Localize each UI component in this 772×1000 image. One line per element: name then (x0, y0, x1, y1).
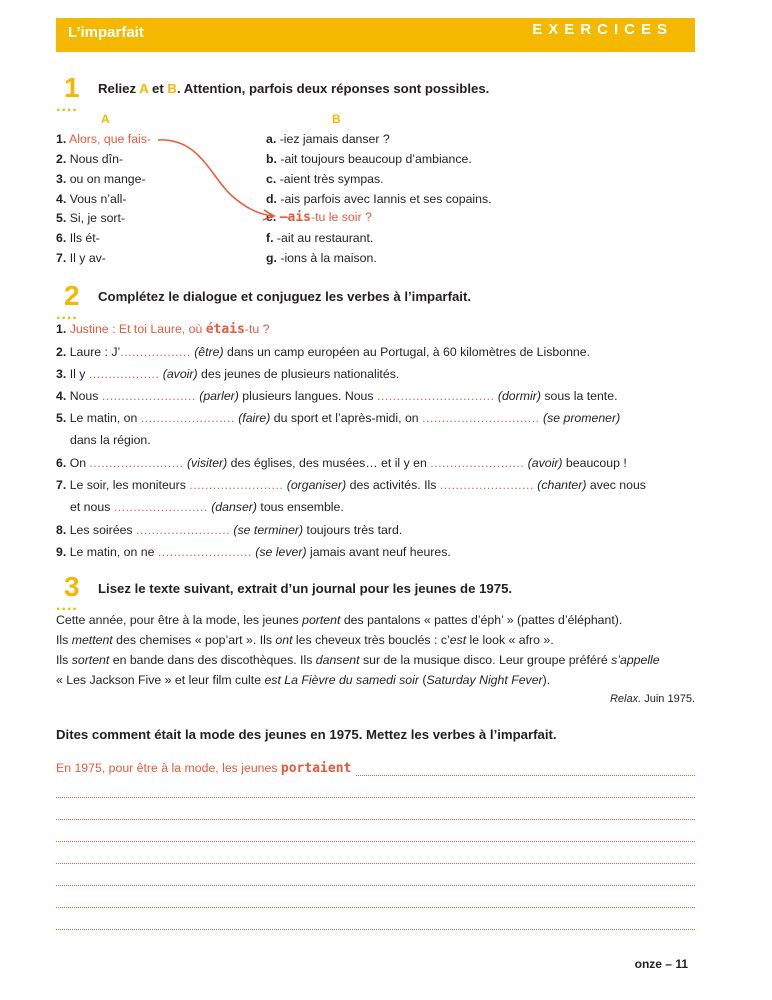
page-number: onze – 11 (634, 957, 688, 971)
right-item-b: b. -ait toujours beaucoup d’ambiance. (266, 152, 472, 166)
dialogue-line-3: 3. Il y .................. (avoir) des jeunes de plusieurs nationalités. (56, 367, 400, 381)
exercise-3-number: 3 .... (56, 571, 80, 614)
dialogue-line-2: 2. Laure : J’.................. (être) dans un camp européen au Portugal, à 60 kilomètres de Lisbonne. (56, 345, 591, 359)
reading-line-4: « Les Jackson Five » et leur film culte est La Fièvre du samedi soir (Saturday Night Fever). (56, 673, 551, 687)
dialogue-line-7: 7. Le soir, les moniteurs ........................ (organiser) des activités. Ils ........................ (chanter) avec nous (56, 478, 646, 492)
dialogue-line-6: 6. On ........................ (visiter) des églises, des musées… et il y en ........................ (avoir) beaucoup ! (56, 456, 627, 470)
right-item-e: e. –ais-tu le soir ? (266, 210, 372, 225)
reading-line-2: Ils mettent des chemises « pop’art ». Ils ont les cheveux très bouclés : c’est le look « afro ». (56, 633, 554, 647)
left-item-6: 6. Ils ét- (56, 231, 100, 245)
left-item-7: 7. Il y av- (56, 251, 106, 265)
chapter-title: L’imparfait (68, 24, 144, 41)
right-item-c: c. -aient très sympas. (266, 172, 384, 186)
right-item-g: g. -ions à la maison. (266, 251, 377, 265)
page-header (56, 18, 695, 52)
dialogue-line-5-cont: dans la région. (70, 433, 151, 447)
right-item-f: f. -ait au restaurant. (266, 231, 374, 245)
right-item-a: a. -iez jamais danser ? (266, 132, 390, 146)
left-item-2: 2. Nous dîn- (56, 152, 124, 166)
column-b-header: B (332, 112, 341, 126)
answer-line-3[interactable] (56, 819, 695, 820)
matching-arrow (150, 136, 290, 226)
left-item-4: 4. Vous n’all- (56, 192, 127, 206)
answer-line-6[interactable] (56, 885, 695, 886)
answer-line-7[interactable] (56, 907, 695, 908)
exercise-1-number: 1 .... (56, 72, 80, 115)
scalloped-edge (56, 47, 695, 59)
answer-line-2[interactable] (56, 797, 695, 798)
left-item-5: 5. Si, je sort- (56, 211, 126, 225)
dialogue-line-9: 9. Le matin, on ne ........................ (se lever) jamais avant neuf heures. (56, 545, 451, 559)
right-item-d: d. -ais parfois avec Iannis et ses copains. (266, 192, 492, 206)
answer-line-4[interactable] (56, 841, 695, 842)
column-a-header: A (101, 112, 110, 126)
dialogue-line-4: 4. Nous ........................ (parler) plusieurs langues. Nous .............................. (dormir) sous la tente. (56, 389, 618, 403)
left-item-3: 3. ou on mange- (56, 172, 146, 186)
dialogue-line-7-cont: et nous ........................ (danser) tous ensemble. (70, 500, 344, 514)
exercise-1-instruction: Reliez A et B. Attention, parfois deux réponses sont possibles. (98, 81, 490, 96)
left-item-1: 1. Alors, que fais- (56, 132, 152, 146)
reading-line-3: Ils sortent en bande dans des discothèques. Ils dansent sur de la musique disco. Leur groupe préféré s’appelle (56, 653, 660, 667)
answer-line-8[interactable] (56, 929, 695, 930)
reading-source: Relax. Juin 1975. (609, 693, 695, 705)
exercise-3-question: Dites comment était la mode des jeunes en 1975. Mettez les verbes à l’imparfait. (56, 727, 557, 742)
dialogue-line-5: 5. Le matin, on ........................ (faire) du sport et l’après-midi, on .............................. (se promener) (56, 411, 621, 425)
dialogue-line-1: 1. Justine : Et toi Laure, où étais-tu ? (56, 322, 270, 337)
answer-start: En 1975, pour être à la mode, les jeunes portaient (56, 761, 355, 776)
reading-line-1: Cette année, pour être à la mode, les jeunes portent des pantalons « pattes d’éph’ » (pattes d’éléphant). (56, 613, 623, 627)
exercise-2-number: 2 .... (56, 280, 80, 323)
section-label: EXERCICES (532, 21, 673, 38)
dialogue-line-8: 8. Les soirées ........................ (se terminer) toujours très tard. (56, 523, 403, 537)
exercise-2-instruction: Complétez le dialogue et conjuguez les verbes à l’imparfait. (98, 289, 472, 304)
answer-line-5[interactable] (56, 863, 695, 864)
exercise-3-instruction: Lisez le texte suivant, extrait d’un journal pour les jeunes de 1975. (98, 581, 513, 596)
